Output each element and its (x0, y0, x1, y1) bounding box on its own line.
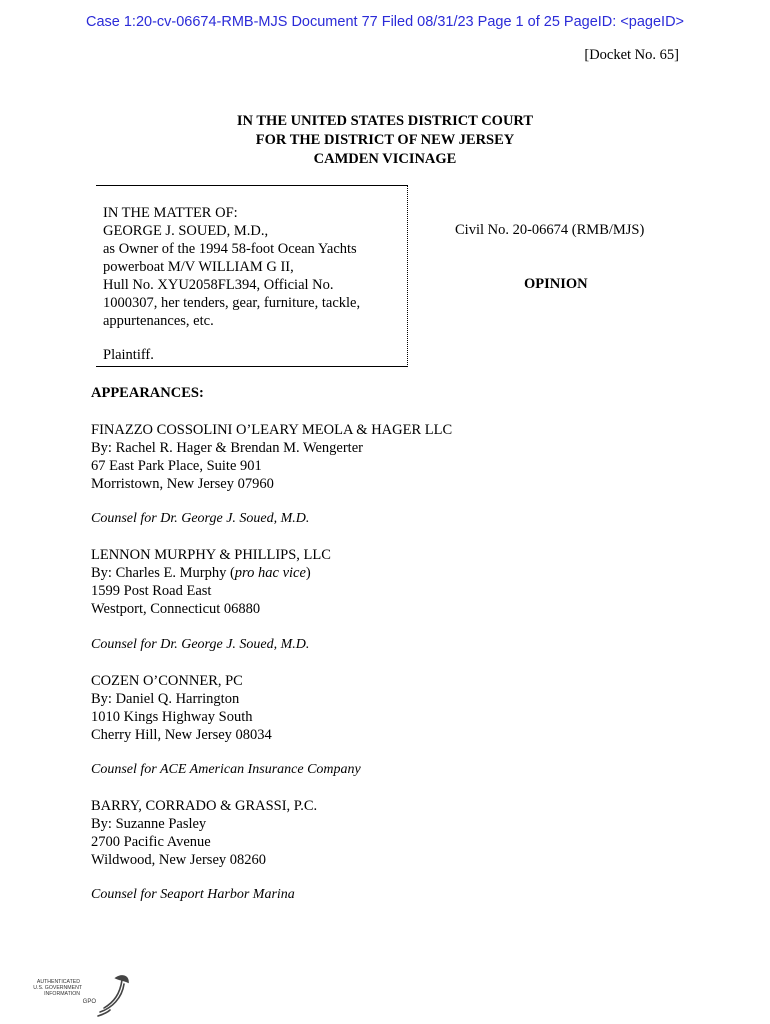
caption-line: 1000307, her tenders, gear, furniture, tackle, (103, 295, 361, 311)
counsel-role: Counsel for Dr. George J. Soued, M.D. (91, 637, 310, 652)
firm-name: BARRY, CORRADO & GRASSI, P.C. (91, 798, 318, 814)
caption-line: appurtenances, etc. (103, 313, 214, 329)
counsel-role: Counsel for Dr. George J. Soued, M.D. (91, 511, 310, 526)
caption-line: as Owner of the 1994 58-foot Ocean Yachts (103, 241, 357, 257)
attorney-line: By: Daniel Q. Harrington (91, 691, 240, 707)
firm-address: 1010 Kings Highway South (91, 709, 253, 725)
counsel-role: Counsel for ACE American Insurance Company (91, 762, 361, 777)
court-title-line: FOR THE DISTRICT OF NEW JERSEY (255, 132, 515, 148)
firm-address: 1599 Post Road East (91, 583, 212, 599)
attorney-line (91, 564, 331, 582)
caption-line: Hull No. XYU2058FL394, Official No. (103, 277, 334, 293)
party-designation: Plaintiff. (103, 347, 154, 363)
counsel-block (91, 797, 317, 869)
attorney-line: By: Rachel R. Hager & Brendan M. Wengerter (91, 440, 363, 456)
caption-line: GEORGE J. SOUED, M.D., (103, 223, 269, 239)
counsel-block (91, 672, 272, 744)
eagle-icon (98, 976, 128, 1016)
counsel-block (91, 421, 452, 493)
firm-city: Westport, Connecticut 06880 (91, 601, 261, 617)
firm-address: 2700 Pacific Avenue (91, 834, 211, 850)
logo-text-line: AUTHENTICATED (36, 979, 80, 985)
firm-city: Morristown, New Jersey 07960 (91, 476, 274, 492)
counsel-role: Counsel for Seaport Harbor Marina (91, 887, 295, 902)
pro-hac-vice-note: pro hac vice (234, 565, 306, 581)
court-title-line: IN THE UNITED STATES DISTRICT COURT (236, 113, 534, 129)
firm-city: Cherry Hill, New Jersey 08034 (91, 727, 272, 743)
logo-mark-text: GPO (82, 999, 96, 1005)
attorney-line-close: ) (305, 565, 311, 581)
firm-name: LENNON MURPHY & PHILLIPS, LLC (91, 547, 331, 563)
caption-line: powerboat M/V WILLIAM G II, (103, 259, 294, 275)
counsel-block (91, 546, 331, 618)
firm-name: COZEN O’CONNER, PC (91, 673, 243, 689)
firm-address: 67 East Park Place, Suite 901 (91, 458, 262, 474)
attorney-line: By: Suzanne Pasley (91, 816, 207, 832)
firm-city: Wildwood, New Jersey 08260 (91, 852, 266, 868)
gpo-authenticated-logo (33, 972, 132, 1018)
case-header-line: Case 1:20-cv-06674-RMB-MJS Document 77 Filed 08/31/23 Page 1 of 25 PageID: <pageID> (85, 14, 685, 30)
caption-line: IN THE MATTER OF: (103, 205, 238, 221)
appearances-heading: APPEARANCES: (91, 385, 204, 401)
court-title (0, 112, 770, 169)
attorney-name: By: Charles E. Murphy ( (91, 565, 235, 581)
logo-text-line: INFORMATION (44, 991, 80, 997)
docket-number: [Docket No. 65] (584, 47, 679, 63)
court-title-line: CAMDEN VICINAGE (313, 151, 457, 167)
firm-name: FINAZZO COSSOLINI O’LEARY MEOLA & HAGER LLC (91, 422, 453, 438)
case-caption-text (103, 204, 403, 330)
civil-case-number: Civil No. 20-06674 (RMB/MJS) (455, 222, 645, 238)
logo-text-line: U.S. GOVERNMENT (33, 985, 82, 991)
document-type-title: OPINION (524, 276, 588, 292)
